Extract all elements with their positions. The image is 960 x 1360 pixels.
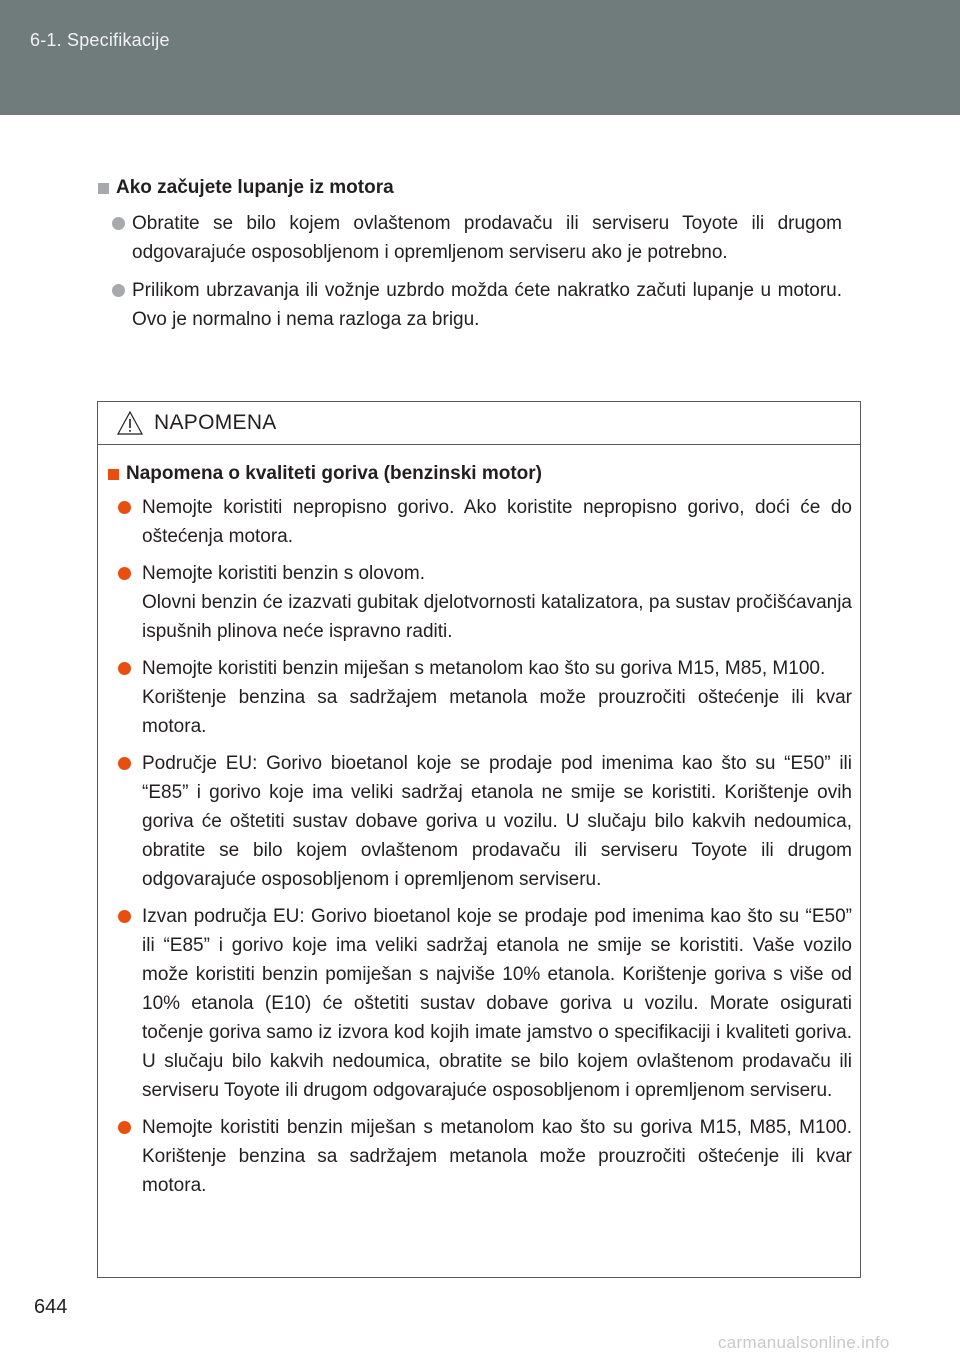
list-item-text: Obratite se bilo kojem ovlaštenom prodavaču ili serviseru Toyote ili drugom odgovarajuće osposobljenom i opremljenom serviseru ako je potrebno. — [132, 213, 842, 263]
chapter-title: 6-1. Specifikacije — [30, 30, 170, 50]
list-item-detail: Korištenje benzina sa sadržajem metanola može prouzročiti oštećenje ili kvar motora. — [142, 687, 852, 737]
round-bullet-icon — [118, 757, 131, 770]
list-item-detail: Olovni benzin će izazvati gubitak djelotvornosti katalizatora, pa sustav pročišćavanja ispušnih plinova neće ispravno raditi. — [142, 592, 852, 642]
list-item — [118, 1113, 852, 1200]
notice-header — [98, 402, 860, 445]
list-item-text: Nemojte koristiti benzin s olovom. — [142, 563, 425, 584]
page-header — [0, 0, 960, 115]
square-bullet-icon — [98, 183, 109, 194]
notice-body — [98, 445, 860, 1200]
list-item-text: Izvan područja EU: Gorivo bioetanol koje se prodaje pod imenima kao što su “E50” ili “E85” i gorivo koje ima veliki sadržaj etanola ne smije se koristiti. Vaše vozilo može koristiti benzin pomiješan s najviše 10% etanola. Korištenje goriva s više od 10% etanola (E10) će oštetiti sustav dobave goriva u vozilu. Morate osigurati točenje goriva samo iz izvora kod kojih imate jamstvo o specifikaciji i kvaliteti goriva. U slučaju bilo kakvih nedoumica, obratite se bilo kojem ovlaštenom prodavaču ili serviseru Toyote ili drugom odgovarajuće osposobljenom i opremljenom serviseru. — [142, 906, 852, 1101]
list-item-text: Nemojte koristiti nepropisno gorivo. Ako koristite nepropisno gorivo, doći će do oštećenja motora. — [142, 497, 852, 547]
round-bullet-icon — [118, 567, 131, 580]
round-bullet-icon — [118, 910, 131, 923]
list-item-text: Prilikom ubrzavanja ili vožnje uzbrdo možda ćete nakratko začuti lupanje u motoru. Ovo je normalno i nema razloga za brigu. — [132, 280, 842, 330]
notice-title: NAPOMENA — [154, 411, 277, 434]
round-bullet-icon — [118, 501, 131, 514]
notice-heading-text: Napomena o kvaliteti goriva (benzinski motor) — [126, 463, 542, 484]
knocking-section — [112, 175, 842, 343]
notice-box — [97, 401, 861, 1278]
page-number: 644 — [34, 1296, 68, 1318]
section-heading-text: Ako začujete lupanje iz motora — [116, 177, 394, 198]
round-bullet-icon — [118, 662, 131, 675]
list-item — [112, 276, 842, 334]
list-item — [118, 749, 852, 894]
list-item — [118, 902, 852, 1105]
list-item-text: Nemojte koristiti benzin miješan s metanolom kao što su goriva M15, M85, M100. — [142, 658, 826, 679]
list-item — [112, 209, 842, 267]
list-item — [118, 493, 852, 551]
list-item — [118, 559, 852, 646]
list-item — [118, 654, 852, 741]
square-bullet-icon — [108, 469, 119, 480]
warning-triangle-icon — [116, 410, 144, 436]
list-item-text: Područje EU: Gorivo bioetanol koje se prodaje pod imenima kao što su “E50” ili “E85” i gorivo koje ima veliki sadržaj etanola ne smije se koristiti. Korištenje ovih goriva će oštetiti sustav dobave goriva u vozilu. U slučaju bilo kakvih nedoumica, obratite se bilo kojem ovlaštenom prodavaču ili serviseru Toyote ili drugom odgovarajuće osposobljenom i opremljenom serviseru. — [142, 753, 852, 890]
round-bullet-icon — [118, 1121, 131, 1134]
notice-heading — [108, 461, 852, 487]
round-bullet-icon — [112, 217, 125, 230]
section-heading — [98, 175, 842, 201]
watermark: carmanualsonline.info — [718, 1333, 890, 1352]
round-bullet-icon — [112, 284, 125, 297]
list-item-text: Nemojte koristiti benzin miješan s metanolom kao što su goriva M15, M85, M100. Korištenje benzina sa sadržajem metanola može prouzročiti oštećenje ili kvar motora. — [142, 1117, 852, 1196]
